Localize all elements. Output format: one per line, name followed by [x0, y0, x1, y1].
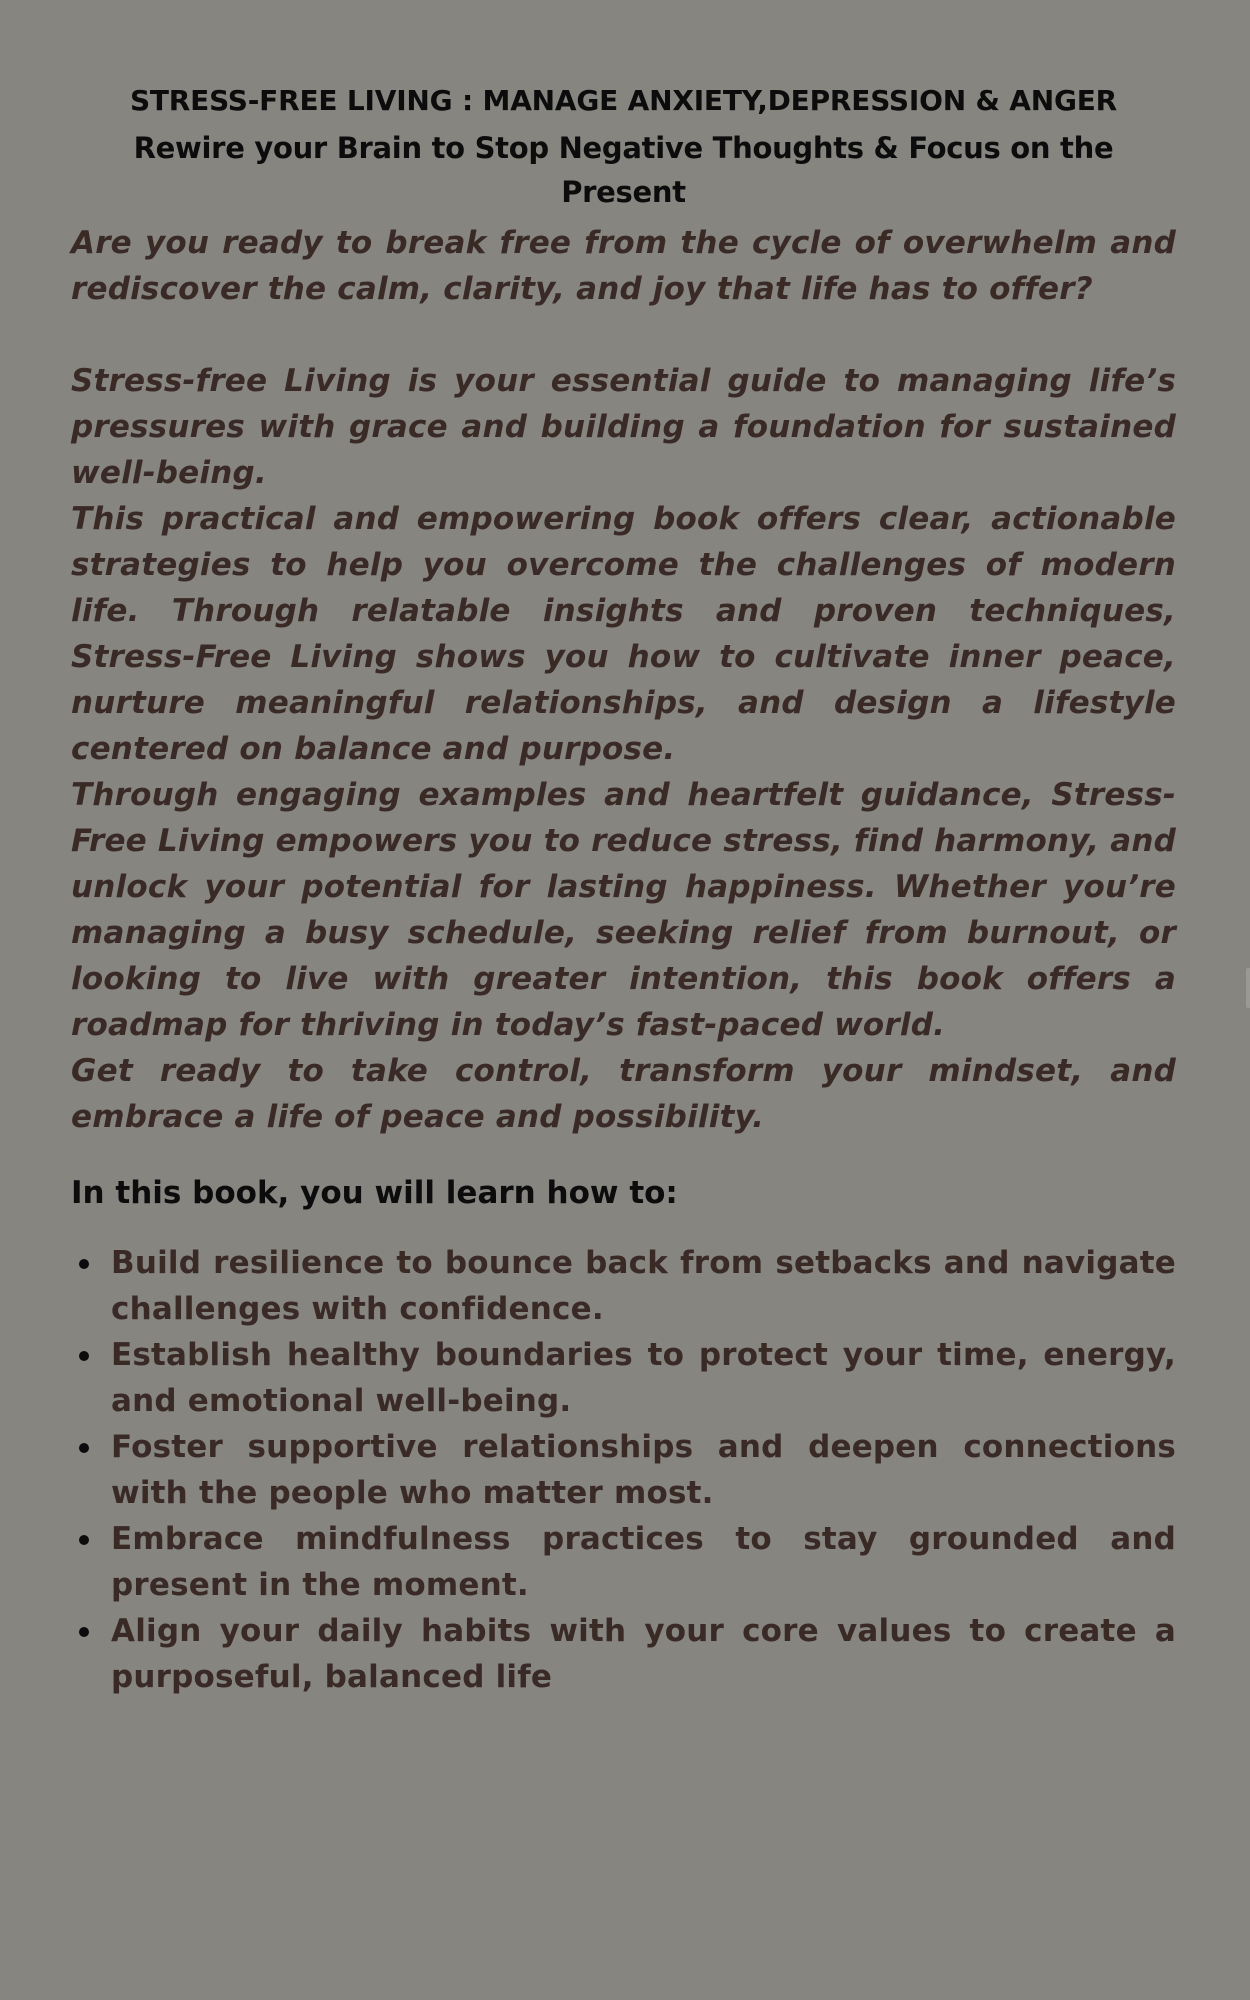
book-title: STRESS-FREE LIVING : MANAGE ANXIETY,DEPRESSION & ANGER [129, 84, 1118, 117]
learn-heading: In this book, you will learn how to: [71, 1175, 678, 1211]
bullet-icon [79, 1259, 89, 1269]
description-paragraph: Through engaging examples and heartfelt guidance, Stress-Free Living empowers you to reduce stress, find harmony, and unlock your potential for lasting happiness. Whether you’re managing a busy schedule, seeking relief from burnout, or looking to live with greater intention, this book offers a roadmap for thriving in today’s fast-paced world. [71, 777, 1176, 1043]
learn-list-item [71, 1608, 1176, 1700]
learn-list-item [71, 1240, 1176, 1332]
book-subtitle: Rewire your Brain to Stop Negative Thoughts & Focus on the Present [133, 131, 1114, 209]
learn-list-item-text: Embrace mindfulness practices to stay grounded and present in the moment. [111, 1521, 1176, 1603]
description-paragraph: This practical and empowering book offers clear, actionable strategies to help you overcome the challenges of modern life. Through relatable insights and proven techniques, Stress-Free Living shows you how to cultivate inner peace, nurture meaningful relationships, and design a lifestyle centered on balance and purpose. [71, 501, 1176, 767]
learn-list-item-text: Build resilience to bounce back from setbacks and navigate challenges with confidence. [111, 1245, 1176, 1327]
learn-list-item [71, 1516, 1176, 1608]
description-paragraph: Get ready to take control, transform your mindset, and embrace a life of peace and possibility. [71, 1053, 1176, 1135]
learn-list-item-text: Align your daily habits with your core values to create a purposeful, balanced life [111, 1613, 1176, 1695]
learn-list-item [71, 1424, 1176, 1516]
description-paragraph: Stress-free Living is your essential guide to managing life’s pressures with grace and building a foundation for sustained well-being. [71, 363, 1176, 491]
learn-list-item-text: Foster supportive relationships and deepen connections with the people who matter most. [111, 1429, 1176, 1511]
learn-list-item-text: Establish healthy boundaries to protect your time, energy, and emotional well-being. [111, 1337, 1176, 1419]
bullet-icon [79, 1627, 89, 1637]
learn-list [71, 1240, 1176, 1700]
learn-list-item [71, 1332, 1176, 1424]
bullet-icon [79, 1535, 89, 1545]
intro-question: Are you ready to break free from the cycle of overwhelm and rediscover the calm, clarity, and joy that life has to offer? [71, 225, 1176, 307]
bullet-icon [79, 1443, 89, 1453]
scroll-edge-indicator [1246, 968, 1250, 1008]
bullet-icon [79, 1351, 89, 1361]
